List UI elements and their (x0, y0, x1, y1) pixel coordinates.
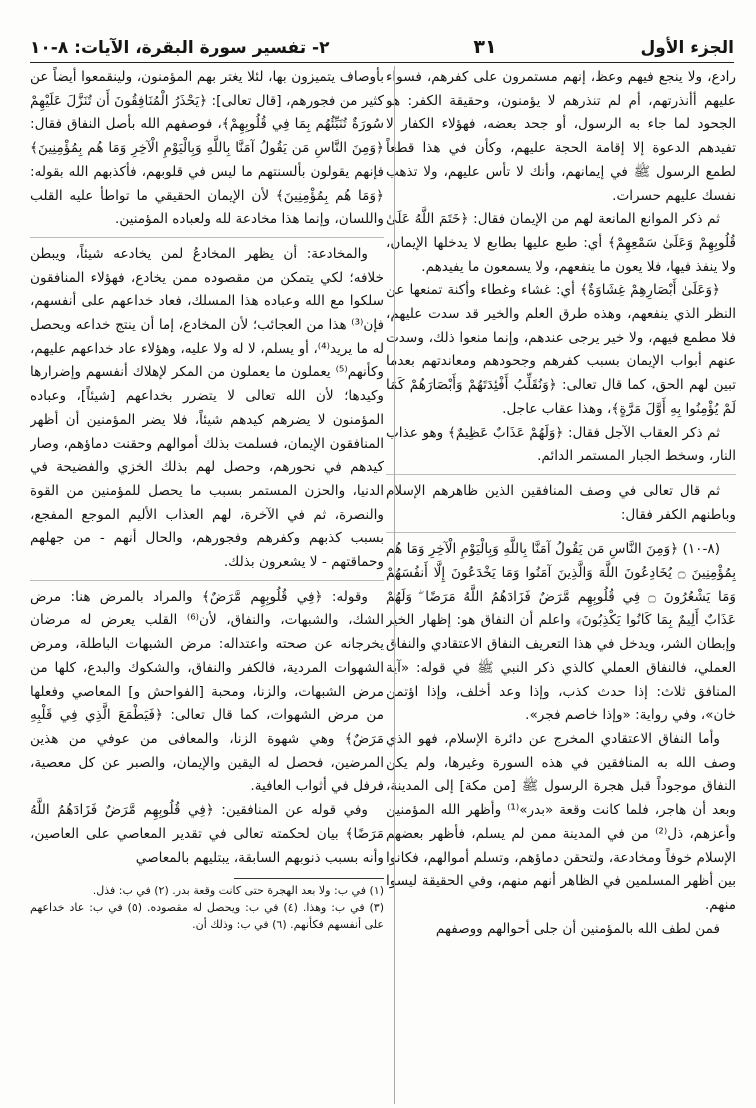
paragraph: ثم ذكر الموانع المانعة لهم من الإيمان فقال: ﴿خَتَمَ اللَّهُ عَلَىٰ قُلُوبِهِمْ وَعَلَىٰ سَمْعِهِمْ﴾ أي: طبع عليها بطابع لا يدخلها الإيمان، ولا ينفذ فيها، فلا يعون ما ينفعهم، ولا يسمعون ما يفيدهم. (386, 211, 736, 275)
paragraph-separator (386, 474, 736, 475)
right-column (386, 66, 736, 1106)
footnote: (٣) في ب: وهذا. (٤) في ب: ويحصل له مقصوده. (٥) في ب: عاد خداعهم على أنفسهم فكأنهم. (٦) في ب: وذلك أن. (30, 901, 384, 932)
paragraph: والمخادعة: أن يظهر المخادعُ لمن يخادعه شيئاً، ويبطن خلافه؛ لكي يتمكن من مقصوده ممن يخادع، فهؤلاء المنافقون سلكوا مع الله وعباده هذا المسلك، فعاد خداعهم على أنفسهم، فإن⁽³⁾ هذا من العجائب؛ لأن المخادع، إما أن ينتج خداعه ويحصل له ما يريد⁽⁴⁾، أو يسلم، لا له ولا عليه، وهؤلاء عاد خداعهم عليهم، وكأنهم⁽⁵⁾ يعملون ما يعملون من المكر لإهلاك أنفسهم وإضرارها وكيدها؛ لأن الله تعالى لا يتضرر بخداعهم [شيئاً]، وعباده المؤمنون لا يضرهم كيدهم شيئاً، فلا يضر المؤمنين أن أظهر المنافقون الإيمان، فسلمت بذلك أموالهم وحقنت دماؤهم، وصار كيدهم في نحورهم، وحصل لهم بذلك الخزي والفضيحة في الدنيا، والحزن المستمر بسبب ما يحصل للمؤمنين من القوة والنصرة، ثم في الآخرة، لهم العذاب الأليم الموجع المفجع، بسبب كذبهم وكفرهم وفجورهم، والحال أنهم - من جهلهم وحماقتهم - لا يشعرون بذلك. (30, 245, 384, 571)
section-title: ٢- تفسير سورة البقرة، الآيات: ٨-١٠ (30, 38, 330, 58)
footnote-rule (234, 878, 384, 879)
verse-paragraph: (٨-١٠) ﴿وَمِنَ النَّاسِ مَن يَقُولُ آمَنَّا بِاللَّهِ وَبِالْيَوْمِ الْآخِرِ وَمَا هُم بِمُؤْمِنِينَ ۝ يُخَادِعُونَ اللَّهَ وَالَّذِينَ آمَنُوا وَمَا يَخْدَعُونَ إِلَّا أَنفُسَهُمْ وَمَا يَشْعُرُونَ ۝ فِي قُلُوبِهِم مَّرَضٌ فَزَادَهُمُ اللَّهُ مَرَضًا ۖ وَلَهُمْ عَذَابٌ أَلِيمٌ بِمَا كَانُوا يَكْذِبُونَ﴾ واعلم أن النفاق هو: إظهار الخير وإبطان الشر، ويدخل في هذا التعريف النفاق الاعتقادي والنفاق العملي، فالنفاق العملي كالذي ذكر النبي ﷺ في قوله: «آية المنافق ثلاث: إذا حدث كذب، وإذا وعد أخلف، وإذا اؤتمن خان»، وفي رواية: «وإذا خاصم فجر». (386, 541, 736, 724)
paragraph-separator (30, 580, 384, 581)
paragraph: فمن لطف الله بالمؤمنين أن جلى أحوالهم ووصفهم (435, 920, 720, 937)
header-rule (30, 62, 734, 63)
paragraph-separator (386, 532, 736, 533)
paragraph-separator (30, 237, 384, 238)
paragraph: وقوله: ﴿فِي قُلُوبِهِم مَّرَضٌ﴾ والمراد بالمرض هنا: مرض الشك، والشبهات، والنفاق، لأن⁽⁶⁾ القلب يعرض له مرضان يخرجانه عن صحته واعتداله: مرض الشبهات الباطلة، ومرض الشهوات المردية، فالكفر والنفاق، والشكوك والبدع، كلها من مرض الشبهات، والزنا، ومحبة [الفواحش و] المعاصي وفعلها من مرض الشهوات، كما قال تعالى: ﴿فَيَطْمَعَ الَّذِي فِي قَلْبِهِ مَرَضٌ﴾ وهي شهوة الزنا، والمعافى من عوفي من هذين المرضين، فحصل له اليقين والإيمان، والصبر عن كل معصية، فرفل في أثواب العافية. (30, 588, 384, 795)
paragraph: ثم ذكر العقاب الآجل فقال: ﴿وَلَهُمْ عَذَابٌ عَظِيمٌ﴾ وهو عذاب النار، وسخط الجبار المستمر الدائم. (386, 424, 736, 465)
paragraph: بأوصاف يتميزون بها، لئلا يغتر بهم المؤمنون، ولينقمعوا أيضاً عن كثير من فجورهم، [قال تعالى]: ﴿يَحْذَرُ الْمُنَافِقُونَ أَن تُنَزَّلَ عَلَيْهِمْ سُورَةٌ تُنَبِّئُهُم بِمَا فِي قُلُوبِهِمْ﴾، فوصفهم الله بأصل النفاق فقال: ﴿وَمِنَ النَّاسِ مَن يَقُولُ آمَنَّا بِاللَّهِ وَبِالْيَوْمِ الْآخِرِ وَمَا هُم بِمُؤْمِنِينَ﴾ فإنهم يقولون بألسنتهم ما ليس في قلوبهم، فأكذبهم الله بقوله: ﴿وَمَا هُم بِمُؤْمِنِينَ﴾ لأن الإيمان الحقيقي ما تواطأ عليه القلب واللسان، وإنما هذا مخادعة لله ولعباده المؤمنين. (30, 69, 384, 228)
paragraph: رادع، ولا ينجع فيهم وعظ، إنهم مستمرون على كفرهم، فسواء عليهم أأنذرتهم، أم لم تنذرهم لا يؤمنون، وحقيقة الكفر: هو الجحود لما جاء به الرسول، أو جحد بعضه، فهؤلاء الكفار لا تفيدهم الدعوة إلا إقامة الحجة عليهم، وكأن في هذا قطعاً لطمع الرسول ﷺ في إيمانهم، وأنك لا تأس عليهم، ولا تذهب نفسك عليهم حسرات. (386, 69, 736, 204)
page-header (30, 28, 734, 58)
footnote: (١) في ب: ولا بعد الهجرة حتى كانت وقعة بدر. (٢) في ب: فذل. (92, 884, 384, 898)
paragraph: وفي قوله عن المنافقين: ﴿فِي قُلُوبِهِم مَّرَضٌ فَزَادَهُمُ اللَّهُ مَرَضًا﴾ بيان لحكمته تعالى في تقدير المعاصي على العاصين، وأنه بسبب ذنوبهم السابقة، يبتليهم بالمعاصي (30, 802, 384, 866)
volume-title: الجزء الأول (640, 38, 734, 58)
left-column (30, 66, 384, 1106)
paragraph: وأما النفاق الاعتقادي المخرج عن دائرة الإسلام، فهو الذي وصف الله به المنافقين في هذه السورة وغيرها، ولم يكن النفاق موجوداً قبل هجرة الرسول ﷺ [من مكة] إلى المدينة، وبعد أن هاجر، فلما كانت وقعة «بدر»⁽¹⁾ وأظهر الله المؤمنين وأعزهم، ذل⁽²⁾ من في المدينة ممن لم يسلم، فأظهر بعضهم الإسلام خوفاً ومخادعة، ولتحقن دماؤهم، وتسلم أموالهم، فكانوا بين أظهر المسلمين في الظاهر أنهم منهم، وفي الحقيقة ليسوا منهم. (386, 730, 736, 913)
paragraph: ثم قال تعالى في وصف المنافقين الذين ظاهرهم الإسلام وباطنهم الكفر فقال: (386, 482, 736, 523)
footnotes (30, 882, 384, 933)
column-divider (394, 66, 395, 1104)
paragraph: ﴿وَعَلَىٰ أَبْصَارِهِمْ غِشَاوَةٌ﴾ أي: غشاء وغطاء وأكنة تمنعها عن النظر الذي ينفعهم، وهذه طرق العلم والخير قد سدت عليهم، فلا مطمع فيهم، ولا خير يرجى عندهم، وإنما منعوا ذلك، وسدت عنهم أبواب الإيمان بسبب كفرهم وجحودهم ومعاندتهم بعدما تبين لهم الحق، كما قال تعالى: ﴿وَنُقَلِّبُ أَفْئِدَتَهُمْ وَأَبْصَارَهُمْ كَمَا لَمْ يُؤْمِنُوا بِهِ أَوَّلَ مَرَّةٍ﴾، وهذا عقاب عاجل. (386, 282, 736, 417)
page-number: ٣١ (473, 36, 497, 58)
